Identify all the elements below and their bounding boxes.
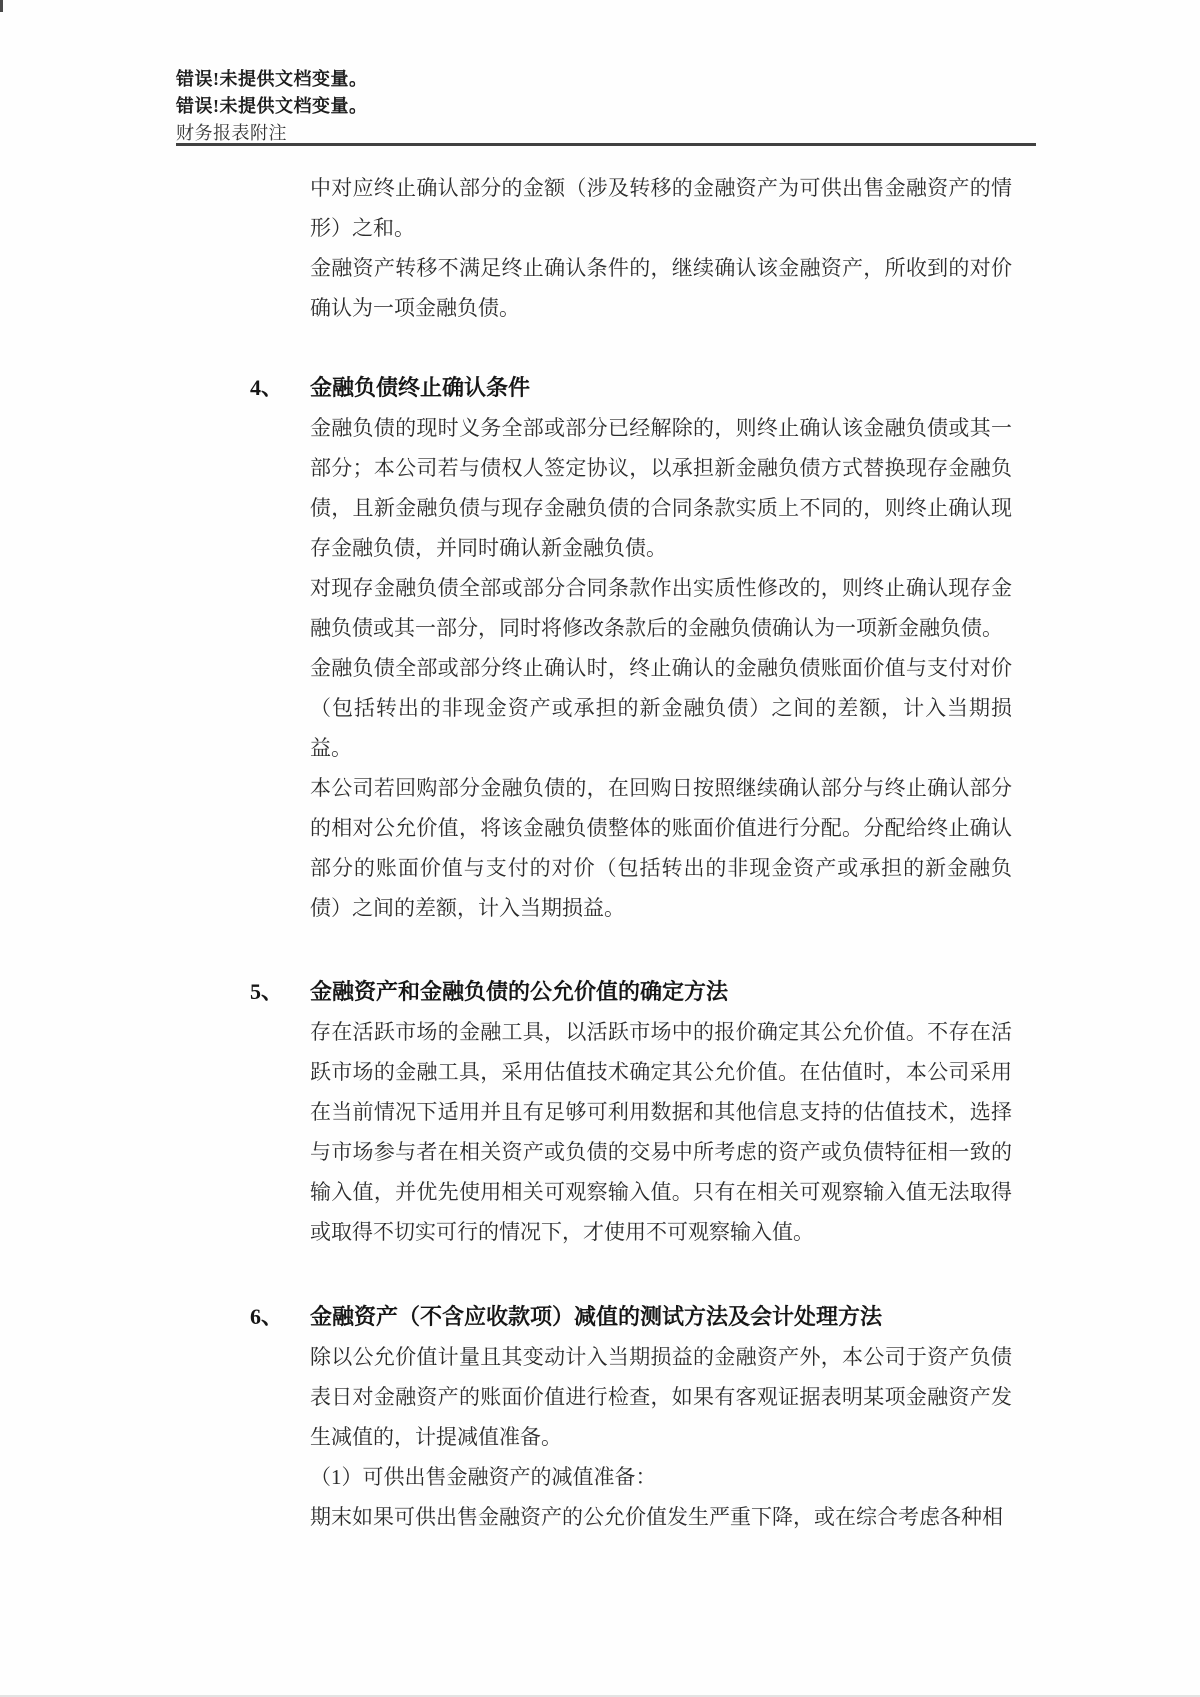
header-divider-rule	[176, 143, 1036, 146]
section-5-heading	[250, 972, 1200, 1012]
text-line: 存金融负债，并同时确认新金融负债。	[310, 536, 667, 560]
text-line: （1）可供出售金融资产的减值准备：	[310, 1465, 657, 1489]
text-line: 金融资产转移不满足终止确认条件的，继续确认该金融资产，所收到的对价	[310, 256, 1012, 280]
text-line: 益。	[310, 736, 352, 760]
section-4-title: 金融负债终止确认条件	[310, 375, 531, 400]
section-6	[0, 1297, 1200, 1537]
text-line: 部分；本公司若与债权人签定协议，以承担新金融负债方式替换现存金融负	[310, 456, 1012, 480]
text-line: 金融负债全部或部分终止确认时，终止确认的金融负债账面价值与支付对价	[310, 656, 1012, 680]
text-line: 形）之和。	[310, 216, 415, 240]
section-6-body	[310, 1337, 1012, 1537]
scan-corner-artifact	[0, 0, 3, 12]
text-line: 债）之间的差额，计入当期损益。	[310, 896, 625, 920]
text-line: 或取得不切实可行的情况下，才使用不可观察输入值。	[310, 1220, 814, 1244]
text-line: 债，且新金融负债与现存金融负债的合同条款实质上不同的，则终止确认现	[310, 496, 1012, 520]
section-4-number: 4、	[250, 375, 284, 400]
text-line: 跃市场的金融工具，采用估值技术确定其公允价值。在估值时，本公司采用	[310, 1060, 1012, 1084]
section-4-body	[310, 408, 1012, 928]
text-line: 期末如果可供出售金融资产的公允价值发生严重下降，或在综合考虑各种相	[310, 1505, 1003, 1529]
text-line: 与市场参与者在相关资产或负债的交易中所考虑的资产或负债特征相一致的	[310, 1140, 1012, 1164]
text-line: 本公司若回购部分金融负债的，在回购日按照继续确认部分与终止确认部分	[310, 776, 1012, 800]
text-line: 对现存金融负债全部或部分合同条款作出实质性修改的，则终止确认现存金	[310, 576, 1012, 600]
text-line: 存在活跃市场的金融工具，以活跃市场中的报价确定其公允价值。不存在活	[310, 1020, 1012, 1044]
section-4	[0, 368, 1200, 928]
header-subtitle: 财务报表附注	[176, 123, 287, 143]
section-5-title: 金融资产和金融负债的公允价值的确定方法	[310, 979, 729, 1004]
section-6-heading	[250, 1297, 1200, 1337]
text-line: 输入值，并优先使用相关可观察输入值。只有在相关可观察输入值无法取得	[310, 1180, 1012, 1204]
text-line: 表日对金融资产的账面价值进行检查，如果有客观证据表明某项金融资产发	[310, 1385, 1012, 1409]
section-4-heading	[250, 368, 1200, 408]
text-line: （包括转出的非现金资产或承担的新金融负债）之间的差额，计入当期损	[310, 696, 1012, 720]
text-line: 生减值的，计提减值准备。	[310, 1425, 562, 1449]
intro-paragraphs	[310, 168, 1012, 328]
text-line: 确认为一项金融负债。	[310, 296, 520, 320]
document-header	[176, 66, 368, 147]
section-5-body	[310, 1012, 1012, 1252]
text-line: 的相对公允价值，将该金融负债整体的账面价值进行分配。分配给终止确认	[310, 816, 1012, 840]
section-6-title: 金融资产（不含应收款项）减值的测试方法及会计处理方法	[310, 1304, 883, 1329]
text-line: 融负债或其一部分，同时将修改条款后的金融负债确认为一项新金融负债。	[310, 616, 1003, 640]
text-line: 中对应终止确认部分的金额（涉及转移的金融资产为可供出售金融资产的情	[310, 176, 1012, 200]
text-line: 部分的账面价值与支付的对价（包括转出的非现金资产或承担的新金融负	[310, 856, 1012, 880]
text-line: 在当前情况下适用并且有足够可利用数据和其他信息支持的估值技术，选择	[310, 1100, 1012, 1124]
header-error-line-2: 错误!未提供文档变量。	[176, 96, 368, 116]
text-line: 金融负债的现时义务全部或部分已经解除的，则终止确认该金融负债或其一	[310, 416, 1012, 440]
section-6-number: 6、	[250, 1304, 284, 1329]
section-5	[0, 972, 1200, 1252]
header-error-line-1: 错误!未提供文档变量。	[176, 69, 368, 89]
text-line: 除以公允价值计量且其变动计入当期损益的金融资产外，本公司于资产负债	[310, 1345, 1012, 1369]
section-5-number: 5、	[250, 979, 284, 1004]
